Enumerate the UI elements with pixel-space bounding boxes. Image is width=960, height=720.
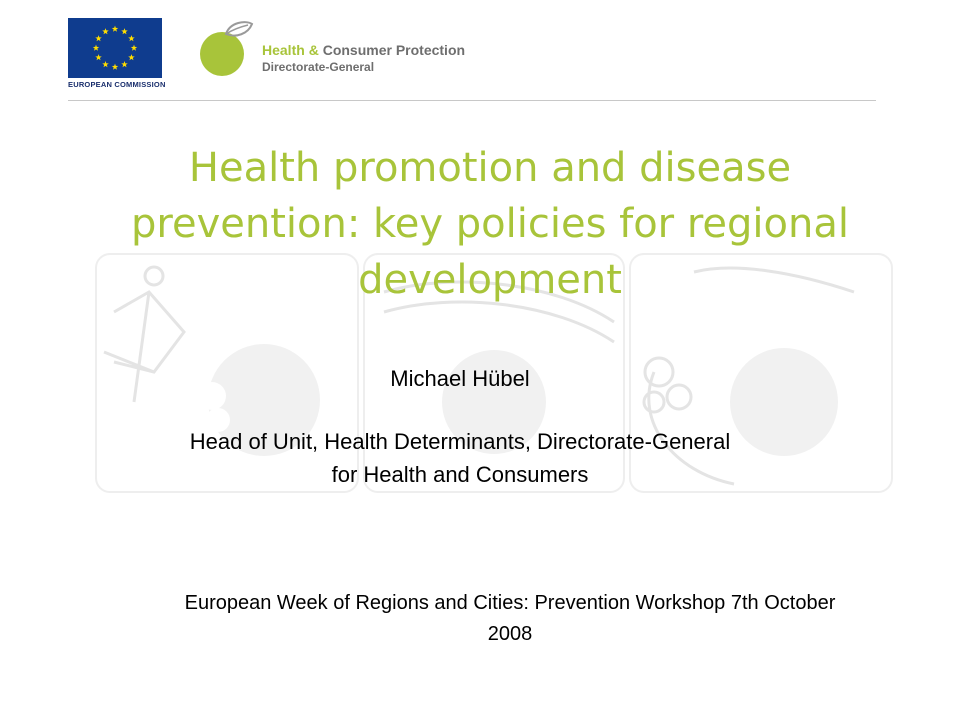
eu-star-icon [93, 45, 99, 51]
dg-name-consumer: Consumer Protection [322, 42, 466, 58]
eu-star-icon [102, 28, 108, 34]
dg-name-line1 [262, 42, 465, 58]
eu-star-icon [121, 28, 127, 34]
eu-star-icon [128, 54, 134, 60]
eu-star-icon [102, 61, 108, 67]
dg-name-health: Health [262, 42, 305, 58]
european-commission-logo [68, 18, 166, 90]
eu-flag [68, 18, 162, 78]
eu-star-icon [112, 26, 118, 32]
eu-star-icon [131, 45, 137, 51]
dg-sanco-logo [196, 20, 466, 80]
eu-star-icon [128, 35, 134, 41]
eu-star-icon [95, 54, 101, 60]
speaker-role: Head of Unit, Health Determinants, Directorate-General for Health and Consumers [189, 429, 731, 487]
speaker-name: Michael Hübel [390, 366, 530, 391]
eu-caption: EUROPEAN COMMISSION [68, 80, 166, 89]
leaf-circle-icon [196, 20, 258, 80]
header-divider [68, 100, 876, 101]
eu-star-icon [95, 35, 101, 41]
slide-title: Health promotion and disease prevention: key policies for regional development [131, 145, 849, 303]
dg-name-line2: Directorate-General [262, 60, 375, 74]
dg-name-amp: & [308, 42, 319, 58]
eu-star-icon [112, 64, 118, 70]
eu-star-icon [121, 61, 127, 67]
event-info: European Week of Regions and Cities: Prevention Workshop 7th October 2008 [184, 592, 836, 645]
eu-stars-icon [68, 18, 162, 78]
